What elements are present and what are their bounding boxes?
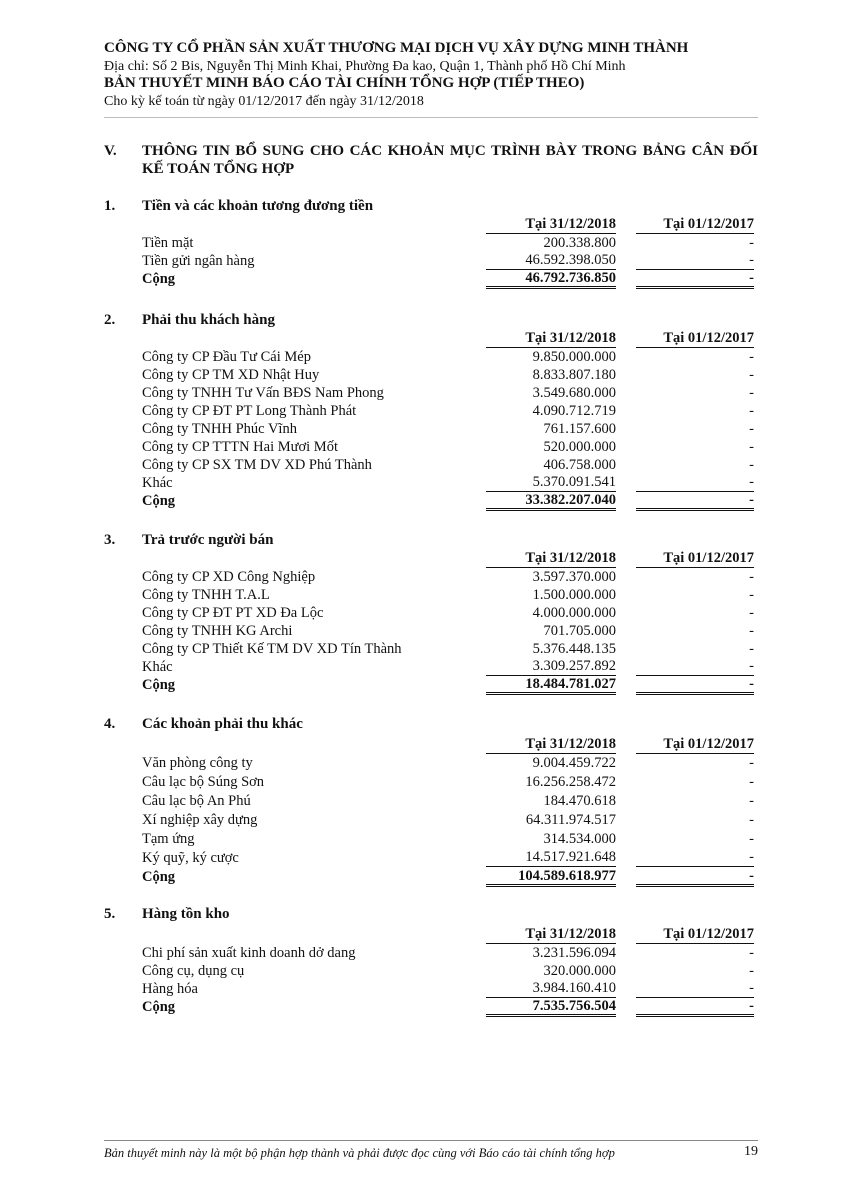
row-value-prior: -: [749, 755, 754, 771]
row-value-prior: -: [749, 235, 754, 251]
note-prepayments-suppliers: [104, 532, 758, 694]
note-number: 4.: [104, 716, 116, 732]
table-row: [104, 773, 758, 791]
table-row: [104, 420, 758, 438]
column-current: Tại 31/12/2018: [486, 550, 616, 568]
company-name: CÔNG TY CỔ PHẦN SẢN XUẤT THƯƠNG MẠI DỊCH VỤ XÂY DỰNG MINH THÀNH: [104, 40, 689, 56]
row-label: Văn phòng công ty: [142, 755, 253, 771]
row-value-prior: -: [636, 849, 754, 867]
table-row: [104, 604, 758, 622]
column-header: [104, 550, 758, 568]
row-value-current: 9.850.000.000: [532, 349, 616, 365]
row-value-current: 406.758.000: [543, 457, 616, 473]
row-label: Xí nghiệp xây dựng: [142, 812, 258, 828]
row-value-prior: -: [636, 658, 754, 676]
row-label: Câu lạc bộ Súng Sơn: [142, 774, 265, 790]
note-heading: [104, 532, 758, 550]
row-value-current: 4.000.000.000: [532, 605, 616, 621]
row-value-current: 3.231.596.094: [532, 945, 616, 961]
document-header: [104, 40, 764, 110]
table-row: [104, 962, 758, 980]
table-row: [104, 438, 758, 456]
row-value-prior: -: [749, 774, 754, 790]
row-label: Chi phí sản xuất kinh doanh dở dang: [142, 945, 356, 961]
row-label: Công ty CP SX TM DV XD Phú Thành: [142, 457, 372, 473]
total-value-prior: -: [636, 868, 754, 887]
total-value-prior: -: [636, 492, 754, 511]
total-value-prior: -: [636, 998, 754, 1017]
column-header: [104, 216, 758, 234]
total-label: Cộng: [142, 999, 176, 1015]
row-value-prior: -: [749, 793, 754, 809]
note-title: Tiền và các khoản tương đương tiền: [142, 198, 374, 214]
note-heading: [104, 906, 758, 924]
row-value-prior: -: [749, 421, 754, 437]
row-value-current: 16.256.258.472: [525, 774, 616, 790]
note-heading: [104, 716, 758, 734]
table-row: [104, 348, 758, 366]
table-row: [104, 658, 758, 676]
row-label: Tiền gửi ngân hàng: [142, 253, 255, 269]
table-row: [104, 474, 758, 492]
note-other-receivables: [104, 716, 758, 886]
note-title: Trả trước người bán: [142, 532, 274, 548]
note-number: 1.: [104, 198, 116, 214]
row-label: Công ty CP ĐT PT XD Đa Lộc: [142, 605, 324, 621]
note-cash: [104, 198, 758, 288]
table-row: [104, 944, 758, 962]
row-label: Công ty CP TM XD Nhật Huy: [142, 367, 320, 383]
table-row: [104, 384, 758, 402]
total-value-current: 46.792.736.850: [486, 270, 616, 289]
table-row: [104, 811, 758, 829]
section-number: V.: [104, 143, 117, 159]
table-row: [104, 640, 758, 658]
footer-divider: [104, 1140, 758, 1141]
row-value-prior: -: [749, 403, 754, 419]
row-value-prior: -: [749, 963, 754, 979]
table-row: [104, 586, 758, 604]
column-prior: Tại 01/12/2017: [636, 216, 754, 234]
column-prior: Tại 01/12/2017: [636, 736, 754, 754]
row-value-current: 1.500.000.000: [532, 587, 616, 603]
total-value-current: 33.382.207.040: [486, 492, 616, 511]
table-row: [104, 754, 758, 772]
column-prior: Tại 01/12/2017: [636, 330, 754, 348]
column-current: Tại 31/12/2018: [486, 216, 616, 234]
table-row: [104, 792, 758, 810]
row-value-prior: -: [749, 349, 754, 365]
total-value-prior: -: [636, 270, 754, 289]
total-label: Cộng: [142, 677, 176, 693]
note-title: Hàng tồn kho: [142, 906, 230, 922]
total-value-current: 7.535.756.504: [486, 998, 616, 1017]
row-value-prior: -: [749, 945, 754, 961]
section-title: THÔNG TIN BỔ SUNG CHO CÁC KHOẢN MỤC TRÌNH BÀY TRONG BẢNG CÂN ĐỐI KẾ TOÁN TỔNG HỢP: [142, 143, 758, 177]
row-value-current: 520.000.000: [543, 439, 616, 455]
row-label: Công ty CP XD Công Nghiệp: [142, 569, 316, 585]
column-current: Tại 31/12/2018: [486, 926, 616, 944]
total-row: [104, 492, 758, 510]
total-row: [104, 270, 758, 288]
row-label: Công ty TNHH Phúc Vĩnh: [142, 421, 297, 437]
footer-note: Bản thuyết minh này là một bộ phận hợp thành và phải được đọc cùng với Báo cáo tài chính tổng hợp: [104, 1146, 615, 1160]
table-row: [104, 980, 758, 998]
row-value-current: 4.090.712.719: [532, 403, 616, 419]
row-label: Công ty TNHH Tư Vấn BĐS Nam Phong: [142, 385, 384, 401]
row-value-prior: -: [749, 385, 754, 401]
row-value-prior: -: [749, 587, 754, 603]
row-value-current: 14.517.921.648: [486, 849, 616, 867]
table-row: [104, 568, 758, 586]
total-label: Cộng: [142, 493, 176, 509]
page-number: 19: [744, 1144, 758, 1159]
row-label: Tiền mặt: [142, 235, 194, 251]
total-label: Cộng: [142, 271, 176, 287]
row-label: Tạm ứng: [142, 831, 195, 847]
table-row: [104, 366, 758, 384]
row-label: Công ty TNHH KG Archi: [142, 623, 293, 639]
column-current: Tại 31/12/2018: [486, 736, 616, 754]
row-value-prior: -: [749, 831, 754, 847]
total-row: [104, 998, 758, 1016]
column-header: [104, 330, 758, 348]
row-value-current: 3.549.680.000: [532, 385, 616, 401]
column-prior: Tại 01/12/2017: [636, 926, 754, 944]
row-value-prior: -: [749, 812, 754, 828]
note-inventories: [104, 906, 758, 1016]
row-label: Công ty CP TTTN Hai Mươi Mốt: [142, 439, 338, 455]
table-row: [104, 402, 758, 420]
note-title: Các khoản phải thu khác: [142, 716, 303, 732]
row-label: Công cụ, dụng cụ: [142, 963, 245, 979]
row-label: Công ty CP ĐT PT Long Thành Phát: [142, 403, 357, 419]
row-label: Khác: [142, 475, 173, 491]
row-label: Công ty CP Thiết Kế TM DV XD Tín Thành: [142, 641, 402, 657]
total-label: Cộng: [142, 869, 176, 885]
column-header: [104, 736, 758, 754]
row-value-current: 314.534.000: [543, 831, 616, 847]
table-row: [104, 456, 758, 474]
note-number: 5.: [104, 906, 116, 922]
row-value-current: 701.705.000: [543, 623, 616, 639]
row-value-prior: -: [749, 457, 754, 473]
row-value-prior: -: [749, 623, 754, 639]
total-value-current: 18.484.781.027: [486, 676, 616, 695]
total-value-prior: -: [636, 676, 754, 695]
row-value-current: 46.592.398.050: [486, 252, 616, 270]
note-number: 3.: [104, 532, 116, 548]
table-row: [104, 849, 758, 867]
row-label: Câu lạc bộ An Phú: [142, 793, 251, 809]
row-value-prior: -: [749, 367, 754, 383]
note-heading: [104, 198, 758, 216]
row-value-current: 64.311.974.517: [525, 812, 616, 828]
note-number: 2.: [104, 312, 116, 328]
row-value-prior: -: [636, 980, 754, 998]
row-value-current: 5.370.091.541: [486, 474, 616, 492]
row-value-current: 3.984.160.410: [486, 980, 616, 998]
total-row: [104, 868, 758, 886]
report-period: Cho kỳ kế toán từ ngày 01/12/2017 đến ngày 31/12/2018: [104, 93, 424, 109]
total-row: [104, 676, 758, 694]
table-row: [104, 622, 758, 640]
row-value-prior: -: [749, 605, 754, 621]
row-value-prior: -: [749, 439, 754, 455]
row-value-current: 761.157.600: [543, 421, 616, 437]
table-row: [104, 252, 758, 270]
table-row: [104, 234, 758, 252]
report-title: BẢN THUYẾT MINH BÁO CÁO TÀI CHÍNH TỔNG HỢP (TIẾP THEO): [104, 75, 585, 91]
row-label: Ký quỹ, ký cược: [142, 850, 239, 866]
row-value-current: 9.004.459.722: [532, 755, 616, 771]
row-value-prior: -: [636, 474, 754, 492]
row-value-current: 320.000.000: [543, 963, 616, 979]
row-value-prior: -: [749, 569, 754, 585]
row-label: Công ty CP Đầu Tư Cái Mép: [142, 349, 311, 365]
row-value-current: 8.833.807.180: [532, 367, 616, 383]
row-value-prior: -: [749, 641, 754, 657]
header-divider: [104, 117, 758, 118]
column-header: [104, 926, 758, 944]
column-prior: Tại 01/12/2017: [636, 550, 754, 568]
row-value-current: 5.376.448.135: [532, 641, 616, 657]
row-label: Hàng hóa: [142, 981, 198, 997]
total-value-current: 104.589.618.977: [486, 868, 616, 887]
row-label: Khác: [142, 659, 173, 675]
row-label: Công ty TNHH T.A.L: [142, 587, 270, 603]
row-value-current: 200.338.800: [543, 235, 616, 251]
note-title: Phải thu khách hàng: [142, 312, 275, 328]
note-heading: [104, 312, 758, 330]
note-receivables-customers: [104, 312, 758, 510]
company-address: Địa chỉ: Số 2 Bis, Nguyễn Thị Minh Khai, Phường Đa kao, Quận 1, Thành phố Hồ Chí Minh: [104, 58, 626, 74]
row-value-current: 3.597.370.000: [532, 569, 616, 585]
row-value-current: 3.309.257.892: [486, 658, 616, 676]
table-row: [104, 830, 758, 848]
column-current: Tại 31/12/2018: [486, 330, 616, 348]
row-value-current: 184.470.618: [543, 793, 616, 809]
row-value-prior: -: [636, 252, 754, 270]
